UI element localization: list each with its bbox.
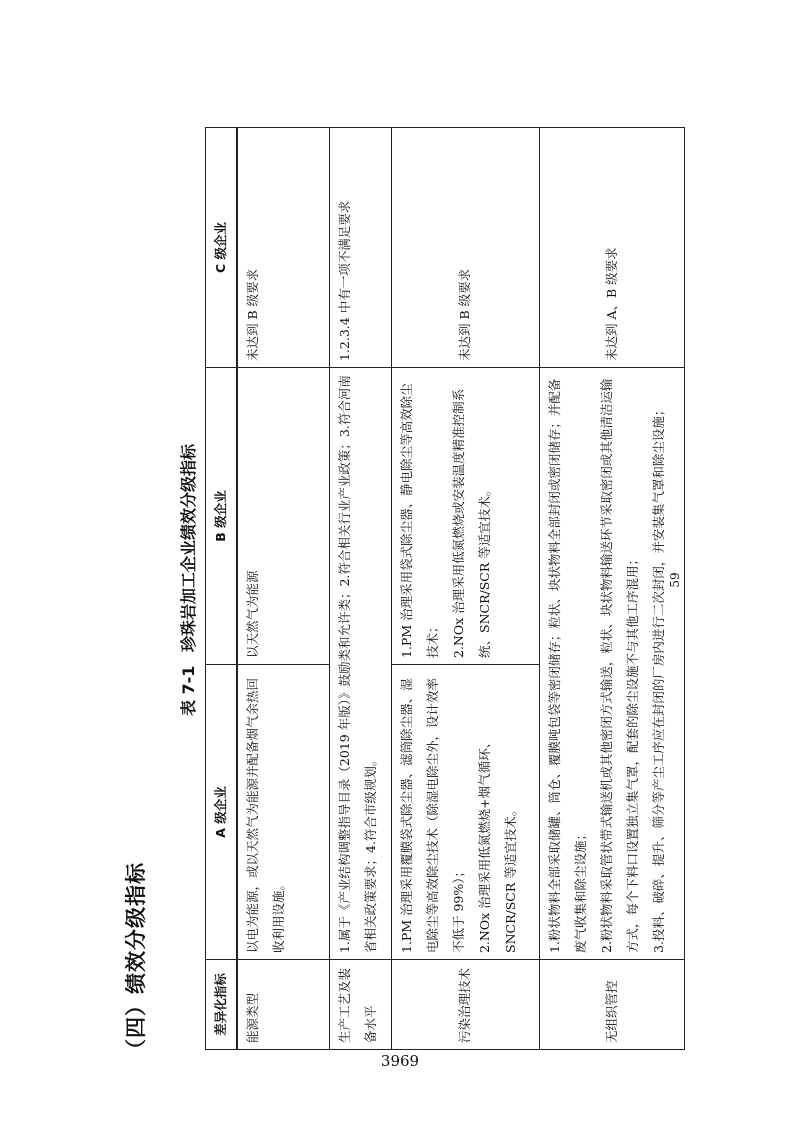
pollution-a-item-1: 1.PM 治理采用覆膜袋式除尘器、滤筒除尘器、湿电除尘等高效除尘技术（除湿电除尘外，设计效率不低于 99%）； [398, 677, 466, 953]
energy-c-requirement: 未达到 B 级要求 [237, 128, 329, 368]
energy-b-requirement: 以天然气为能源 [237, 368, 329, 665]
column-header-b: B 级企业 [206, 368, 238, 665]
document-page-number: 3969 [380, 1052, 420, 1070]
indicator-energy-type: 能源类型 [237, 960, 329, 1050]
pollution-b-item-2: 2.NOx 治理采用低氮燃烧或安装温度精准控制系统、SNCR/SCR 等适宜技术。 [450, 388, 492, 658]
page-number-inner: 59 [668, 572, 682, 588]
table-row-process [329, 128, 391, 1050]
table-number: 表 7-1 [179, 665, 198, 717]
rotated-landscape-page [120, 100, 680, 1060]
pollution-b-requirement [391, 368, 539, 665]
section-heading: （四）绩效分级指标 [124, 862, 148, 1060]
fugitive-c-requirement: 未达到 A、B 级要求 [539, 128, 684, 368]
indicator-fugitive-control: 无组织管控 [539, 960, 684, 1050]
energy-a-requirement: 以电为能源，或以天然气为能源并配备烟气余热回收利用设施。 [237, 665, 329, 960]
pollution-a-item-2: 2.NOx 治理采用低氮燃烧+烟气循环、SNCR/SCR 等适宜技术。 [476, 735, 518, 953]
table-header-row [206, 128, 238, 1050]
indicator-process-equipment: 生产工艺及装备水平 [329, 960, 391, 1050]
column-header-a: A 级企业 [206, 665, 238, 960]
fugitive-item-3: 3.投料、破碎、提升、筛分等产尘工序应在封闭的厂房内进行二次封闭，并安装集气罩和除尘设施； [650, 403, 666, 953]
table-row-energy [237, 128, 329, 1050]
fugitive-ab-requirement [539, 368, 684, 960]
table-title-text: 珍珠岩加工企业绩效分级指标 [179, 443, 198, 652]
pollution-c-requirement: 未达到 B 级要求 [391, 128, 539, 368]
fugitive-item-1: 1.粉状物料全部采取储罐、筒仓、覆膜吨包袋等密闭储存；粒状、块状物料全部封闭或密闭储存；并配备废气收集和除尘设施； [546, 378, 588, 953]
process-ab-requirement: 1.属于《产业结构调整指导目录（2019 年版）》鼓励类和允许类；2.符合相关行业产业政策；3.符合河南省相关政策要求；4.符合市级规划。 [329, 368, 391, 960]
column-header-indicator: 差异化指标 [206, 960, 238, 1050]
table-row-pollution [391, 128, 539, 1050]
table-row-fugitive [539, 128, 684, 1050]
process-c-requirement: 1.2.3.4 中有一项不满足要求 [329, 128, 391, 368]
pollution-a-requirement [391, 665, 539, 960]
fugitive-item-2: 2.粉状物料采取管状带式输送机或其他密闭方式输送，粒状、块状物料输送环节采取密闭或其他清洁运输方式，每个下料口设置独立集气罩，配套的除尘设施不与其他工序混用； [598, 378, 640, 953]
performance-grading-table [205, 127, 685, 1050]
column-header-c: C 级企业 [206, 128, 238, 368]
table-title [176, 100, 199, 1060]
pollution-b-item-1: 1.PM 治理采用袋式除尘器、静电除尘等高效除尘技术； [398, 383, 440, 658]
indicator-pollution-control: 污染治理技术 [391, 960, 539, 1050]
